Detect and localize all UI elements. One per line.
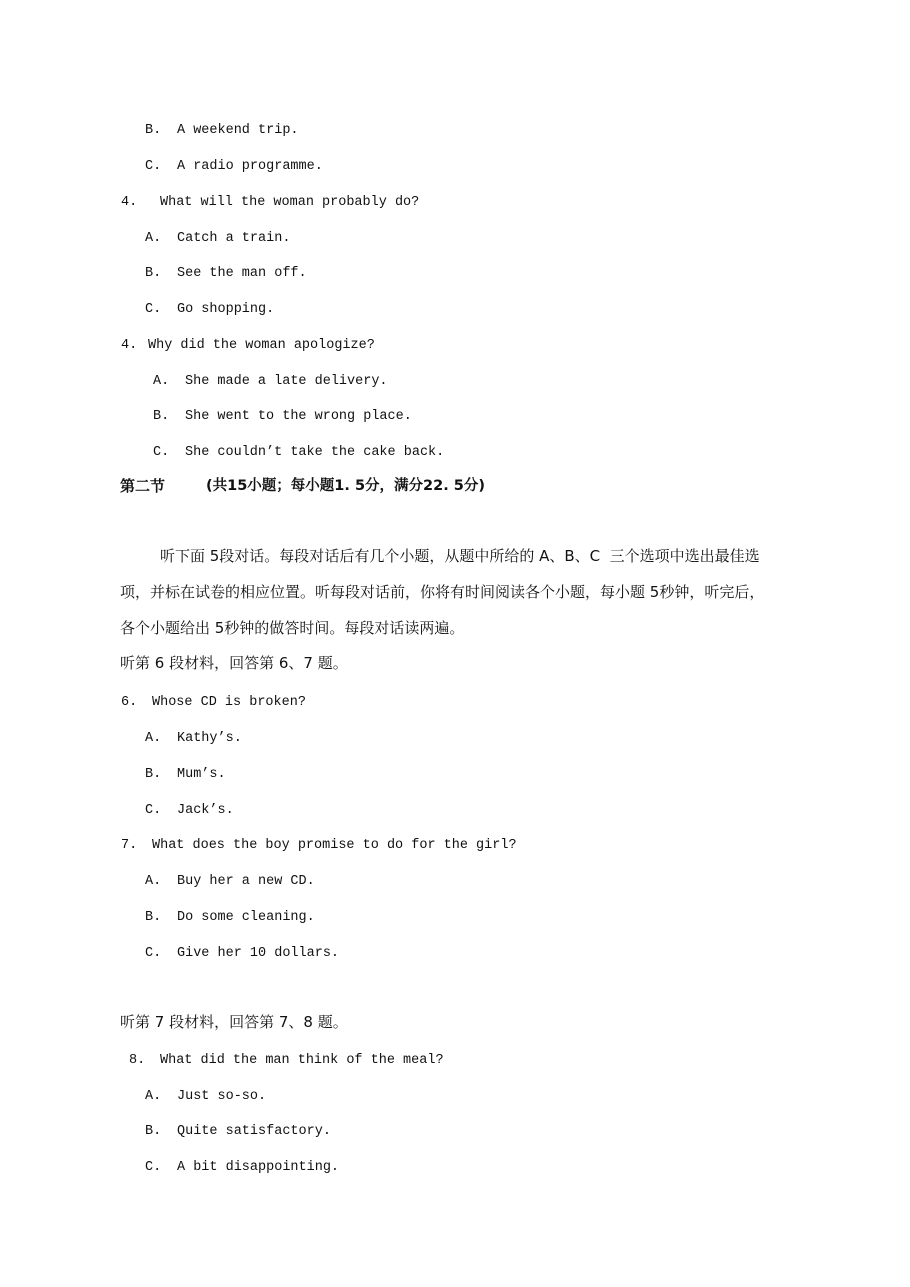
- question-number: 8.: [129, 1053, 146, 1068]
- option-text: She made a late delivery.: [185, 374, 388, 389]
- option-text: She went to the wrong place.: [185, 409, 412, 424]
- question-number: 4.: [121, 338, 138, 353]
- option: [145, 1088, 266, 1106]
- option-text: Kathy’s.: [177, 731, 242, 746]
- option-label: C.: [145, 946, 162, 961]
- option-label: B.: [153, 409, 170, 424]
- option: [145, 230, 290, 248]
- option-text: She couldn’t take the cake back.: [185, 445, 445, 460]
- option-text: Jack’s.: [177, 803, 234, 818]
- question-number: 4.: [121, 195, 138, 210]
- question-text: Whose CD is broken?: [152, 695, 306, 710]
- option-text: Just so-so.: [177, 1089, 267, 1104]
- question-number: 7.: [121, 838, 138, 853]
- option-label: C.: [145, 803, 162, 818]
- question: [121, 194, 419, 212]
- question: [121, 694, 306, 712]
- option-label: A.: [153, 374, 170, 389]
- option-text: Give her 10 dollars.: [177, 946, 340, 961]
- option: [145, 766, 226, 784]
- question: [121, 337, 375, 355]
- material-heading: 听第 6 段材料，回答第 6、7 题。: [120, 654, 348, 672]
- option-text: See the man off.: [177, 266, 307, 281]
- option: [145, 1159, 339, 1177]
- option-text: A weekend trip.: [177, 123, 299, 138]
- option-label: A.: [145, 231, 162, 246]
- question-text: What does the boy promise to do for the girl?: [152, 838, 517, 853]
- option: [153, 373, 388, 391]
- option-text: Buy her a new CD.: [177, 874, 315, 889]
- option-label: C.: [145, 1160, 162, 1175]
- option-label: B.: [145, 123, 162, 138]
- option: [145, 158, 323, 176]
- option: [145, 909, 315, 927]
- option-text: A bit disappointing.: [177, 1160, 340, 1175]
- option: [145, 122, 299, 140]
- option-text: Quite satisfactory.: [177, 1124, 331, 1139]
- question-text: Why did the woman apologize?: [148, 338, 375, 353]
- option: [153, 408, 412, 426]
- section-info: (共15小题；每小题1. 5分，满分22. 5分): [206, 478, 485, 494]
- question: [129, 1052, 444, 1070]
- question: [121, 837, 517, 855]
- option-label: B.: [145, 1124, 162, 1139]
- option-label: B.: [145, 767, 162, 782]
- option-label: A.: [145, 874, 162, 889]
- option-label: C.: [145, 302, 162, 317]
- option-text: Go shopping.: [177, 302, 275, 317]
- option: [145, 730, 242, 748]
- option: [145, 265, 307, 283]
- question-text: What did the man think of the meal?: [160, 1053, 444, 1068]
- option: [145, 802, 234, 820]
- instructions-line: 各个小题给出 5秒钟的做答时间。每段对话读两遍。: [120, 619, 465, 637]
- option: [153, 444, 444, 462]
- option-label: C.: [153, 445, 170, 460]
- option-label: A.: [145, 1089, 162, 1104]
- section-title: 第二节: [120, 477, 166, 495]
- option-text: Catch a train.: [177, 231, 291, 246]
- option-label: B.: [145, 910, 162, 925]
- question-number: 6.: [121, 695, 138, 710]
- option-label: A.: [145, 731, 162, 746]
- material-heading: 听第 7 段材料，回答第 7、8 题。: [120, 1013, 348, 1031]
- option-text: Do some cleaning.: [177, 910, 315, 925]
- option-label: C.: [145, 159, 162, 174]
- option-text: Mum’s.: [177, 767, 226, 782]
- option: [145, 945, 339, 963]
- option: [145, 1123, 331, 1141]
- option-text: A radio programme.: [177, 159, 323, 174]
- option-label: B.: [145, 266, 162, 281]
- question-text: What will the woman probably do?: [160, 195, 420, 210]
- instructions-line: 听下面 5段对话。每段对话后有几个小题，从题中所给的 A、B、C 三个选项中选出最佳选: [160, 547, 760, 565]
- option: [145, 873, 315, 891]
- instructions-line: 项，并标在试卷的相应位置。听每段对话前，你将有时间阅读各个小题，每小题 5秒钟，听完后，: [120, 583, 765, 601]
- option: [145, 301, 274, 319]
